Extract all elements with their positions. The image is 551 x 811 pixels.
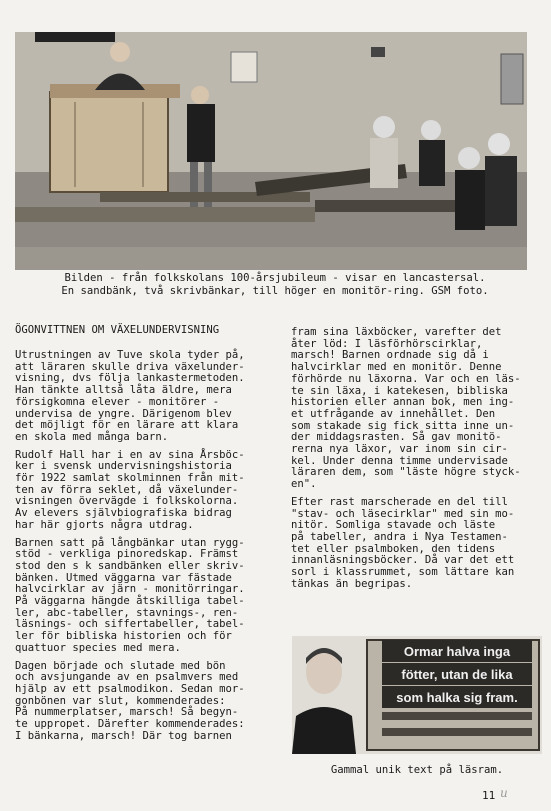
right-column bbox=[291, 327, 543, 596]
top-caption-line-2: En sandbänk, två skrivbänkar, till höger en monitör-ring. GSM foto. bbox=[61, 284, 489, 297]
lancaster-classroom-photo bbox=[15, 32, 527, 270]
paragraph: Barnen satt på långbänkar utan rygg- stöd - verkliga pinoredskap. Främst stod den s k sandbänken eller skriv- bänken. Utmed väggarna var fästade halvcirklar av järn - monitörringar. På väggarna hängde åtskilliga tabel- ler, abc-tabeller, stavnings-, ren- läsnings- och siffertabeller, tabel- ler för bibliska historien och för quattuor species med mera. bbox=[15, 536, 245, 654]
top-photo-caption bbox=[25, 272, 525, 297]
page-number: 11 bbox=[482, 789, 496, 802]
paragraph: Utrustningen av Tuve skola tyder på, att läraren skulle driva växelunder- visning, dvs följa lankastermetoden. Han tänkte alltså låta äldre, mera försigkomna elever - monitörer - undervisa de yngre. Därigenom blev det möjligt för en lärare att klara en skola med många barn. bbox=[15, 349, 245, 443]
paragraph: Efter rast marscherade en del till "stav- och läsecirklar" med sin mo- nitör. Somliga stavade och läste på tabeller, andra i Nya Testamen- tet eller psalmboken, den tidens innanläsningsböcker. Då var det ett sorl i klassrummet, som lättare kan tänkas än begripas. bbox=[291, 495, 515, 590]
board-line-3: som halka sig fram. bbox=[396, 690, 518, 705]
paragraph: fram sina läxböcker, varefter det åter löd: I läsförhörscirklar, marsch! Barnen ordnade sig då i halvcirklar med en monitör. Denne förhörde nu läxorna. Var och en läs- te sin läxa, i katekesen, bibliska historien eller annan bok, men ing- et utfrågande av innehållet. Den som stakade sig fick sitta inne un- der middagsrasten. Så gav monitö- rerna nya läxor, var inom sin cir- kel. Under denna timme undervisade läraren dem, som "läste högre styck- en". bbox=[291, 326, 521, 491]
top-caption-line-1: Bilden - från folkskolans 100-årsjubileum - visar en lancastersal. bbox=[64, 272, 486, 284]
article-heading: ÖGONVITTNEN OM VÄXELUNDERVISNING bbox=[15, 324, 220, 336]
paragraph: Dagen började och slutade med bön och avsjungande av en psalmvers med hjälp av ett psalmodikon. Sedan mor- gonbönen var slut, kommenderades: På nummerplatser, marsch! Så begyn- te uppropet. Därefter kommenderades: I bänkarna, marsch! Där tog barnen bbox=[15, 659, 245, 742]
bottom-photo-caption: Gammal unik text på läsram. bbox=[330, 764, 504, 776]
paragraph: Rudolf Hall har i en av sina Årsböc- ker i svensk undervisningshistoria för 1922 samlat skolminnen från mit- ten av förra seklet, då växelunder- visningen övervägde i folkskolorna. Av elevers självbiografiska bidrag har här gjorts några utdrag. bbox=[15, 448, 245, 531]
board-line-2: fötter, utan de lika bbox=[401, 667, 513, 682]
pencil-mark: u bbox=[500, 786, 508, 800]
left-column bbox=[15, 350, 277, 749]
reading-frame-photo bbox=[292, 636, 542, 754]
board-line-1: Ormar halva inga bbox=[403, 644, 511, 659]
